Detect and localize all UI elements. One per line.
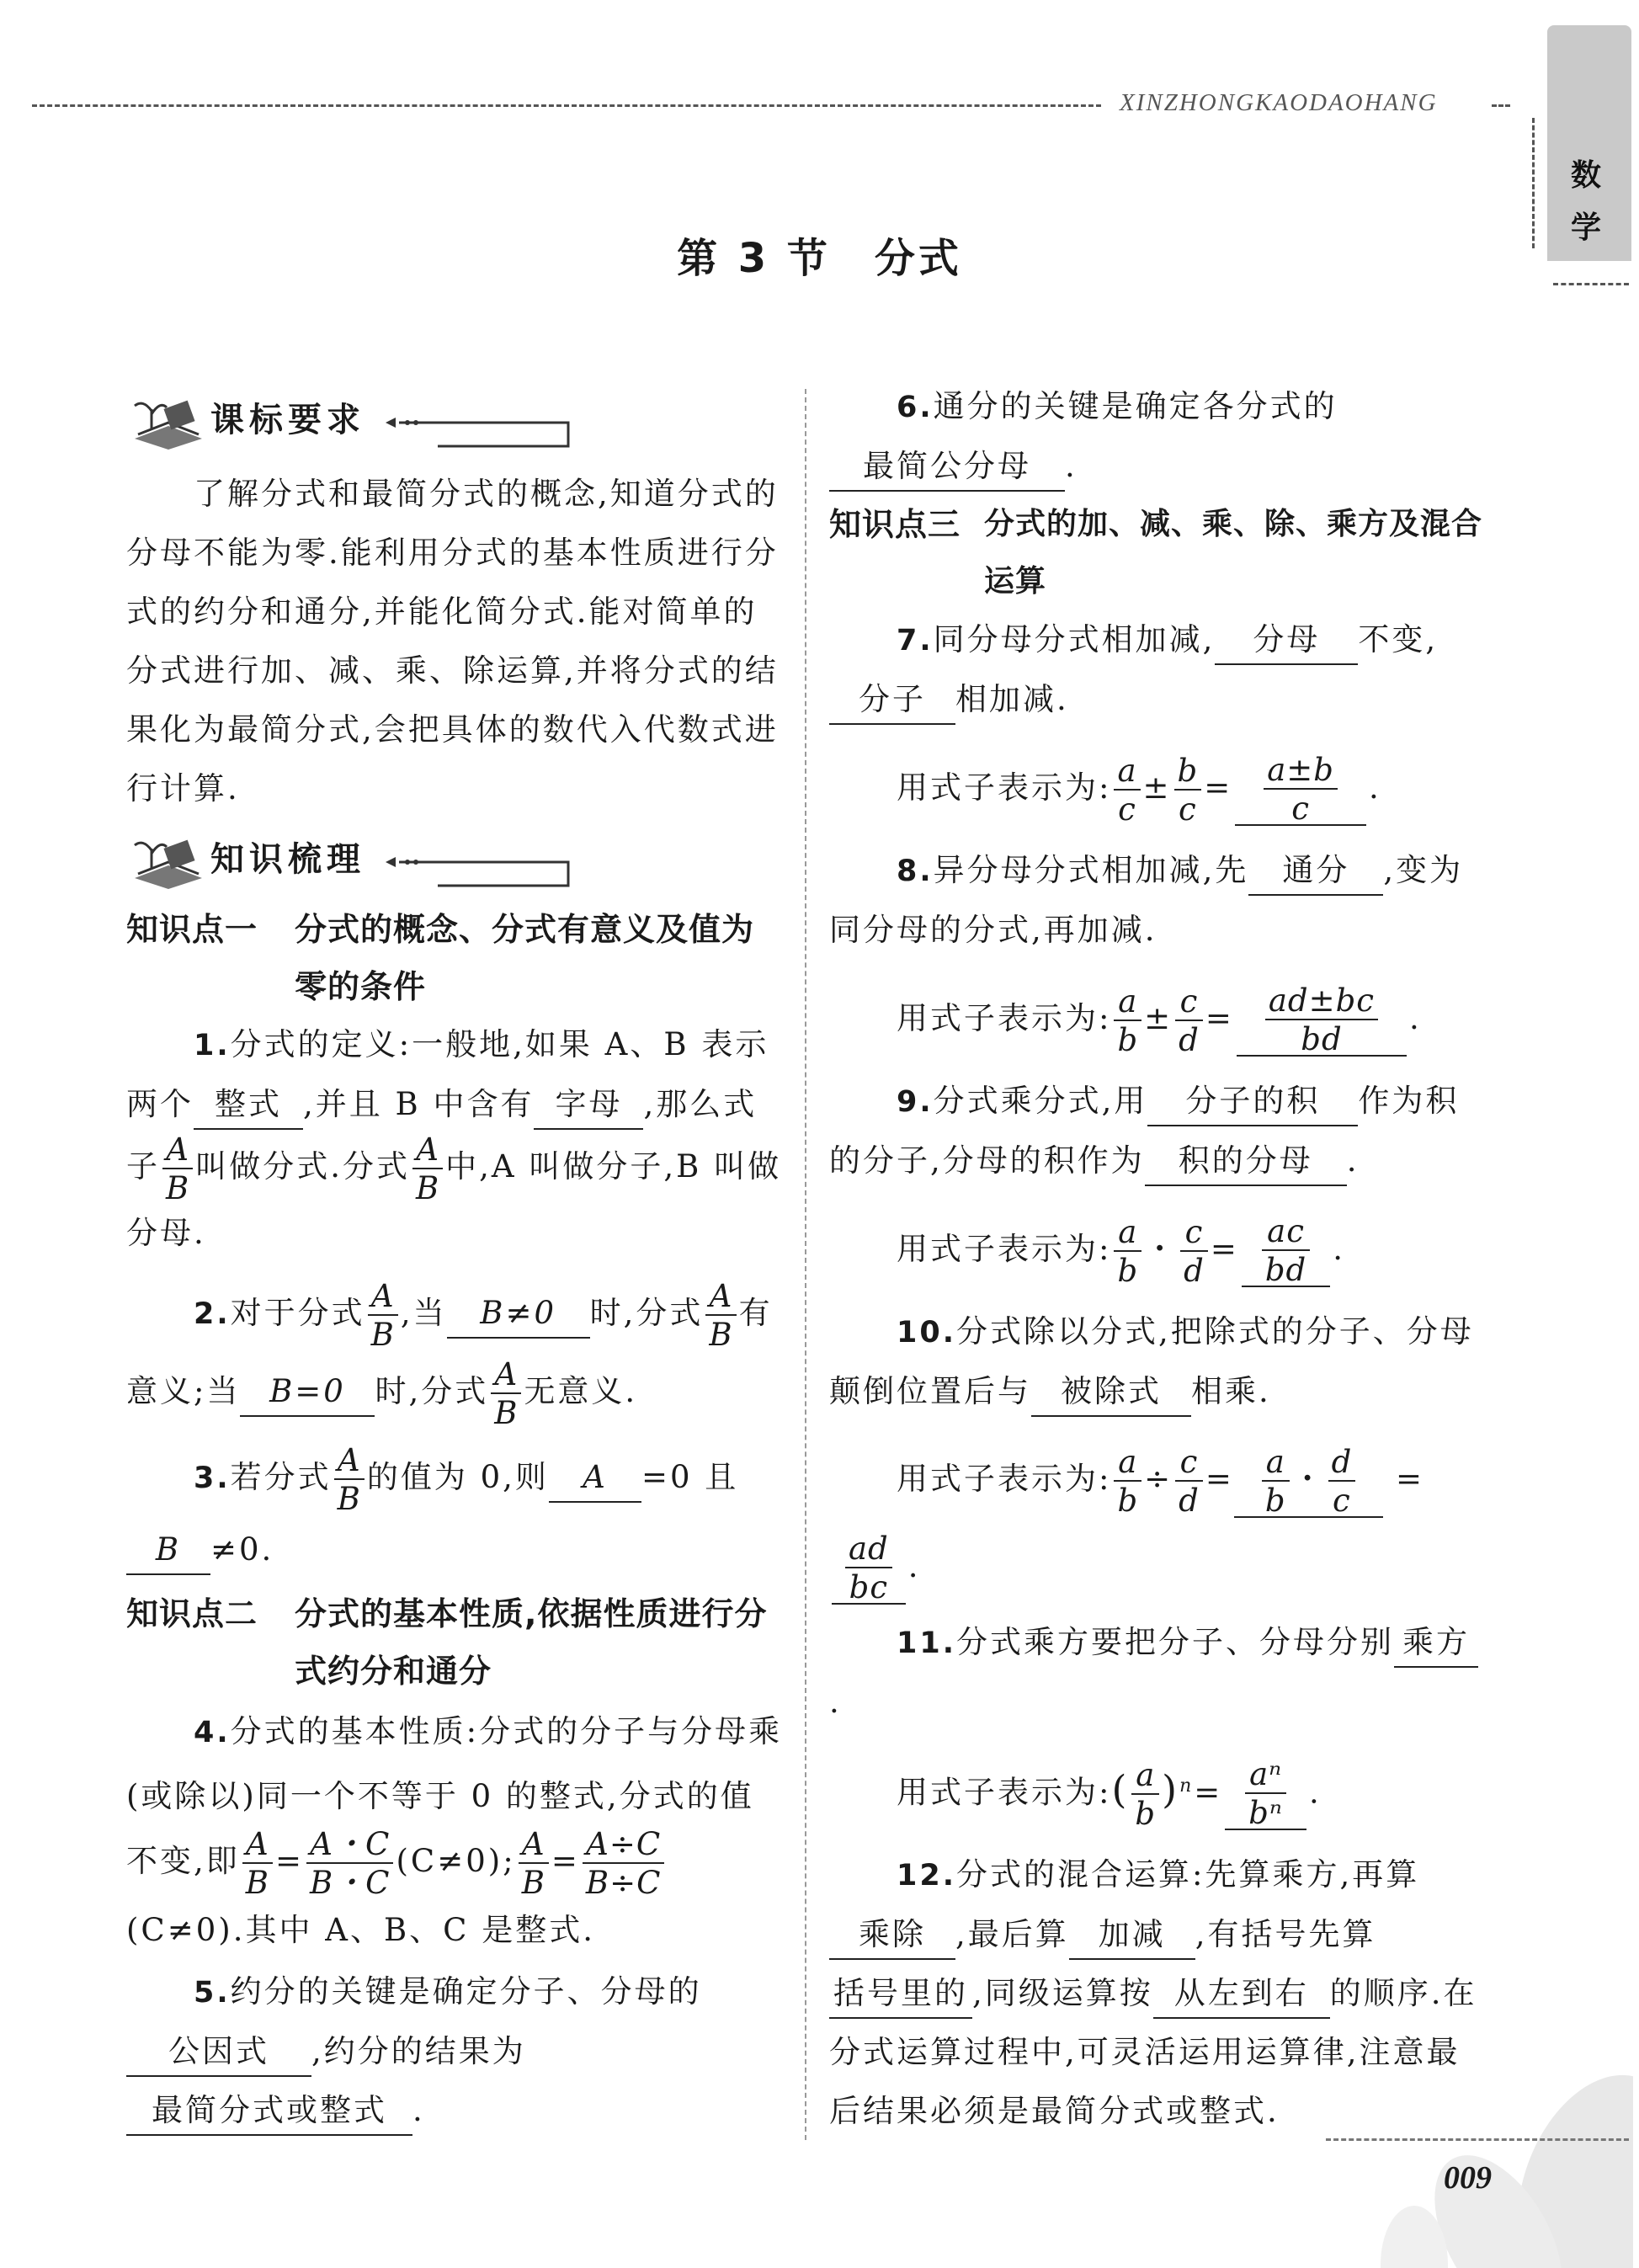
header-brand: XINZHONGKAODAOHANG xyxy=(1120,89,1438,116)
formula-9: 用式子表示为: $\frac{a}{b}$ ・ $\frac{c}{d}$ = $\frac{ac}{bd}$ . xyxy=(897,1213,1345,1289)
answer-blank: 分子 xyxy=(829,676,955,725)
formula-11: 用式子表示为:( $\frac{a}{b}$ )$^n$= $\frac{\text{aⁿ}}{\text{bⁿ}}$ . xyxy=(897,1756,1322,1833)
answer-blank: A xyxy=(549,1454,641,1503)
fraction-A-over-B: $\frac{A}{B}$ xyxy=(412,1134,443,1204)
answer-blank: 被除式 xyxy=(1031,1368,1191,1417)
section-title-knowledge: 知识梳理 xyxy=(210,840,365,879)
answer-blank: B=0 xyxy=(240,1368,375,1417)
item-12: 12.分式的混合运算:先算乘方,再算乘除 ,最后算 加减 ,有括号先算括号里的 ,同级运算按 从左到右 的顺序.在分式运算过程中,可灵活运用运算律,注意最后结果必须是最简分式或整式. xyxy=(829,1856,1477,2130)
item-4: 4.分式的基本性质:分式的分子与分母乘(或除以)同一个不等于 0 的整式,分式的值不变,即 $\frac{A}{B}$ = $\frac{A・C}{B・C}$ (C≠0); $\frac{A}{B}$ = $\frac{A\div C}{B\div C}$ (C≠0).其中 A、B、C 是整式. xyxy=(126,1713,783,1948)
book-plant-icon xyxy=(126,832,206,891)
answer-blank: 乘除 xyxy=(829,1911,955,1960)
answer-blank: 分子的积 xyxy=(1147,1078,1358,1126)
section-title-requirements: 课标要求 xyxy=(210,401,365,439)
answer-blank: B≠0 xyxy=(447,1290,590,1339)
answer-blank: 最简公分母 xyxy=(829,443,1065,492)
item-1: 1.分式的定义:一般地,如果 A、B 表示两个 整式 ,并且 B 中含有 字母 ,那么式子 $\frac{A}{B}$ 叫做分式.分式 $\frac{A}{B}$ 中,A 叫做分子,B 叫做分母. xyxy=(126,1026,782,1251)
item-11: 11.分式乘方要把分子、分母分别 乘方. xyxy=(829,1613,1486,1732)
item-3: 3.若分式 $\frac{A}{B}$ 的值为 0,则 A =0 且B ≠0. xyxy=(126,1442,785,1585)
petal-decoration xyxy=(1246,1936,1633,2268)
item-10: 10.分式除以分式,把除式的分子、分母颠倒位置后与 被除式 相乘. xyxy=(829,1302,1486,1421)
fraction-A-over-B: $\frac{A}{B}$ xyxy=(162,1134,193,1204)
knowledge-point-2 xyxy=(126,1585,785,1700)
requirements-text: 了解分式和最简分式的概念,知道分式的分母不能为零.能利用分式的基本性质进行分式的约分和通分,并能化简分式.能对简单的分式进行加、减、乘、除运算,并将分式的结果化为最简分式,会把具体的数代入代数式进行计算. xyxy=(126,476,779,807)
answer-blank: 加减 xyxy=(1069,1911,1195,1960)
item-9: 9.分式乘分式,用 分子的积 作为积的分子,分母的积作为 积的分母 . xyxy=(829,1072,1486,1190)
arrow-decoration-icon xyxy=(379,854,572,887)
footer-dashed-line xyxy=(1326,2138,1629,2141)
arrow-decoration-icon xyxy=(379,414,572,448)
book-plant-icon xyxy=(126,392,206,451)
item-2: 2.对于分式 $\frac{A}{B}$ ,当 B≠0 时,分式 $\frac{A}{B}$ 有意义;当 B=0 时,分式 $\frac{A}{B}$ 无意义. xyxy=(126,1278,773,1431)
answer-blank: 整式 xyxy=(194,1081,303,1130)
answer-blank: 公因式 xyxy=(126,2028,311,2077)
answer-blank: 字母 xyxy=(534,1081,643,1130)
subject-tab-label: 数学 xyxy=(1571,158,1602,245)
header-dashed-line-end xyxy=(1492,104,1510,107)
section-header-knowledge xyxy=(126,825,785,892)
header-dashed-line xyxy=(32,104,1101,107)
kp2-label: 知识点二 xyxy=(126,1595,258,1632)
answer-blank: 分母 xyxy=(1215,616,1358,665)
answer-blank: 通分 xyxy=(1248,847,1383,896)
left-column xyxy=(126,386,785,2140)
answer-blank: 从左到右 xyxy=(1153,1970,1330,2019)
item-5: 5.约分的关键是确定分子、分母的公因式 ,约分的结果为最简分式或整式 . xyxy=(126,1962,785,2140)
formula-10: 用式子表示为: $\frac{a}{b}$ ÷ $\frac{c}{d}$ = $\frac{a}{b}$ ・ $\frac{d}{c}$ = xyxy=(897,1444,1425,1519)
column-divider xyxy=(805,389,806,2140)
page-title: 第 3 节 分式 xyxy=(677,235,962,282)
kp3-label: 知识点三 xyxy=(829,506,961,543)
answer-blank: 乘方 xyxy=(1394,1619,1478,1668)
formula-10-result: $\frac{ad}{bc}$ . xyxy=(829,1533,1486,1605)
knowledge-point-1 xyxy=(126,901,785,1015)
answer-blank: B xyxy=(126,1526,210,1575)
item-6: 6.通分的关键是确定各分式的最简公分母 . xyxy=(829,377,1486,496)
answer-blank: 括号里的 xyxy=(829,1970,972,2019)
kp1-label: 知识点一 xyxy=(126,911,258,948)
item-7: 7.同分母分式相加减, 分母 不变,分子 相加减. xyxy=(829,610,1486,729)
formula-7: 用式子表示为: $\frac{a}{c}$ ± $\frac{b}{c}$ = $\frac{a\pm b}{c}$ . xyxy=(897,752,1381,828)
item-8: 8.异分母分式相加减,先 通分 ,变为同分母的分式,再加减. xyxy=(829,841,1486,960)
formula-8: 用式子表示为: $\frac{a}{b}$ ± $\frac{c}{d}$ = $\frac{ad\pm bc}{bd}$ . xyxy=(897,982,1422,1058)
kp2-title: 分式的基本性质,依据性质进行分式约分和通分 xyxy=(295,1595,768,1690)
kp3-title: 分式的加、减、乘、除、乘方及混合运算 xyxy=(984,507,1483,599)
answer-blank: 最简分式或整式 xyxy=(126,2087,412,2136)
answer-blank: 积的分母 xyxy=(1145,1137,1347,1186)
knowledge-point-3 xyxy=(829,496,1486,610)
page-number: 009 xyxy=(1444,2160,1492,2196)
kp1-title: 分式的概念、分式有意义及值为零的条件 xyxy=(295,911,755,1005)
right-column xyxy=(829,377,1486,2141)
section-header-requirements xyxy=(126,386,785,453)
